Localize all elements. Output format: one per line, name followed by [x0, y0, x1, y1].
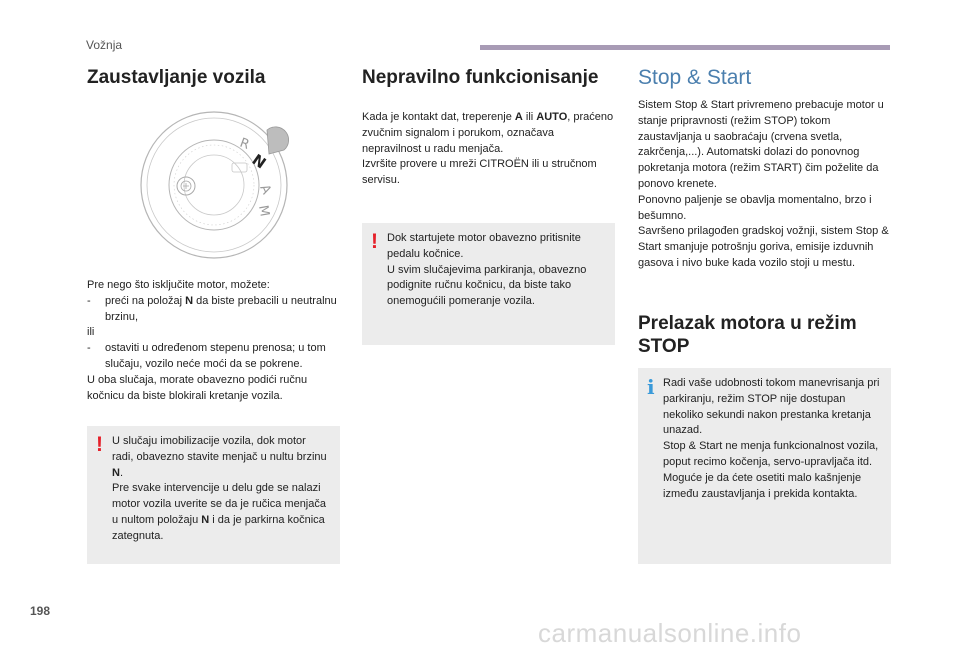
gear-selector-dial-image: [139, 110, 289, 260]
warning-icon: !: [371, 230, 378, 253]
info-text: Radi vaše udobnosti tokom manevrisanja pri parkiranju, režim STOP nije dostupan nekoliko sekundi nakon prestanka kretanja unazad. Stop & Start ne menja funkcionalnost vozila, poput recimo kočenja, servo-upravljača itd. Moguće je da ćete osetiti malo kašnjenje između zaustavljanja i prekida kontakta.: [663, 377, 880, 500]
subsection-stop-mode: [638, 312, 868, 358]
section-title-stopping: Zaustavljanje vozila: [87, 67, 266, 88]
malfunction-paragraph: Kada je kontakt dat, treperenje A ili AUTO, praćeno zvučnim signalom i porukom, označava nepravilnost u radu menjača. Izvršite provere u mreži CITROËN ili u stručnom servisu.: [362, 111, 614, 187]
subsection-title: Prelazak motora u režim STOP: [638, 313, 857, 357]
warning-text: Dok startujete motor obavezno pritisnite pedalu kočnice. U svim slučajevima parkiranja, obavezno podignite ručnu kočnicu, da biste tako onemogućili pomeranje vozila.: [387, 232, 587, 308]
malfunction-text: [362, 110, 616, 189]
or-text: ili: [87, 326, 95, 339]
column-stopping-vehicle: [87, 66, 341, 89]
section-title-malfunction: Nepravilno funkcionisanje: [362, 67, 599, 88]
outro-text: U oba slučaja, morate obavezno podići ručnu kočnicu da biste blokirali kretanje vozila.: [87, 373, 308, 402]
dial-letter-m: M: [255, 204, 272, 218]
page-number: 198: [30, 604, 51, 618]
warning-box-immobilization: [87, 426, 340, 564]
stop-start-p2: Ponovno paljenje se obavlja momentalno, brzo i bešumno.: [638, 193, 872, 222]
section-label: Vožnja: [86, 38, 123, 52]
info-box-stop-mode: [638, 368, 891, 564]
gear-dial-icon: [139, 110, 289, 260]
warning-box-brake: [362, 223, 615, 345]
stop-start-description: [638, 98, 892, 272]
column-malfunction: [362, 66, 616, 89]
stop-start-p1: Sistem Stop & Start privremeno prebacuje motor u stanje pripravnosti (režim STOP) tokom zaustavljanja u saobraćaju (crvena svetla, zakrčenja,...). Automatski dolazi do ponovnog pokretanja motora (režim START) čim poželite da ponovo krenete.: [638, 99, 884, 190]
column-stop-start: [638, 66, 892, 89]
stop-start-p3: Savršeno prilagođen gradskoj vožnji, sistem Stop & Start smanjuje potrošnju goriva, emisije izduvnih gasova i nivo buke kada vozilo stoji u mestu.: [638, 225, 889, 269]
dial-letter-a: A: [256, 182, 274, 197]
list-item: - preći na položaj N da biste prebacili u neutralnu brzinu,: [87, 294, 337, 323]
info-icon: i: [647, 375, 655, 399]
list-item: - ostaviti u određenom stepenu prenosa; u tom slučaju, vozilo neće moći da se pokrene.: [87, 342, 326, 370]
header-bar: [480, 45, 890, 50]
intro-text: Pre nego što isključite motor, možete:: [87, 279, 270, 291]
dial-letter-r: R: [237, 135, 252, 153]
stopping-instructions: [87, 278, 341, 404]
section-title-stop-start: Stop & Start: [638, 66, 752, 89]
watermark: carmanualsonline.info: [538, 618, 802, 648]
warning-text: U slučaju imobilizacije vozila, dok motor radi, obavezno stavite menjač u nultu brzinu N. Pre svake intervencije u delu gde se nalazi motor vozila uverite se da je ručica menjača u nultom položaju N i da je parkirna kočnica zategnuta.: [112, 435, 327, 542]
warning-icon: !: [96, 433, 103, 456]
dial-letter-n: N: [248, 150, 270, 173]
